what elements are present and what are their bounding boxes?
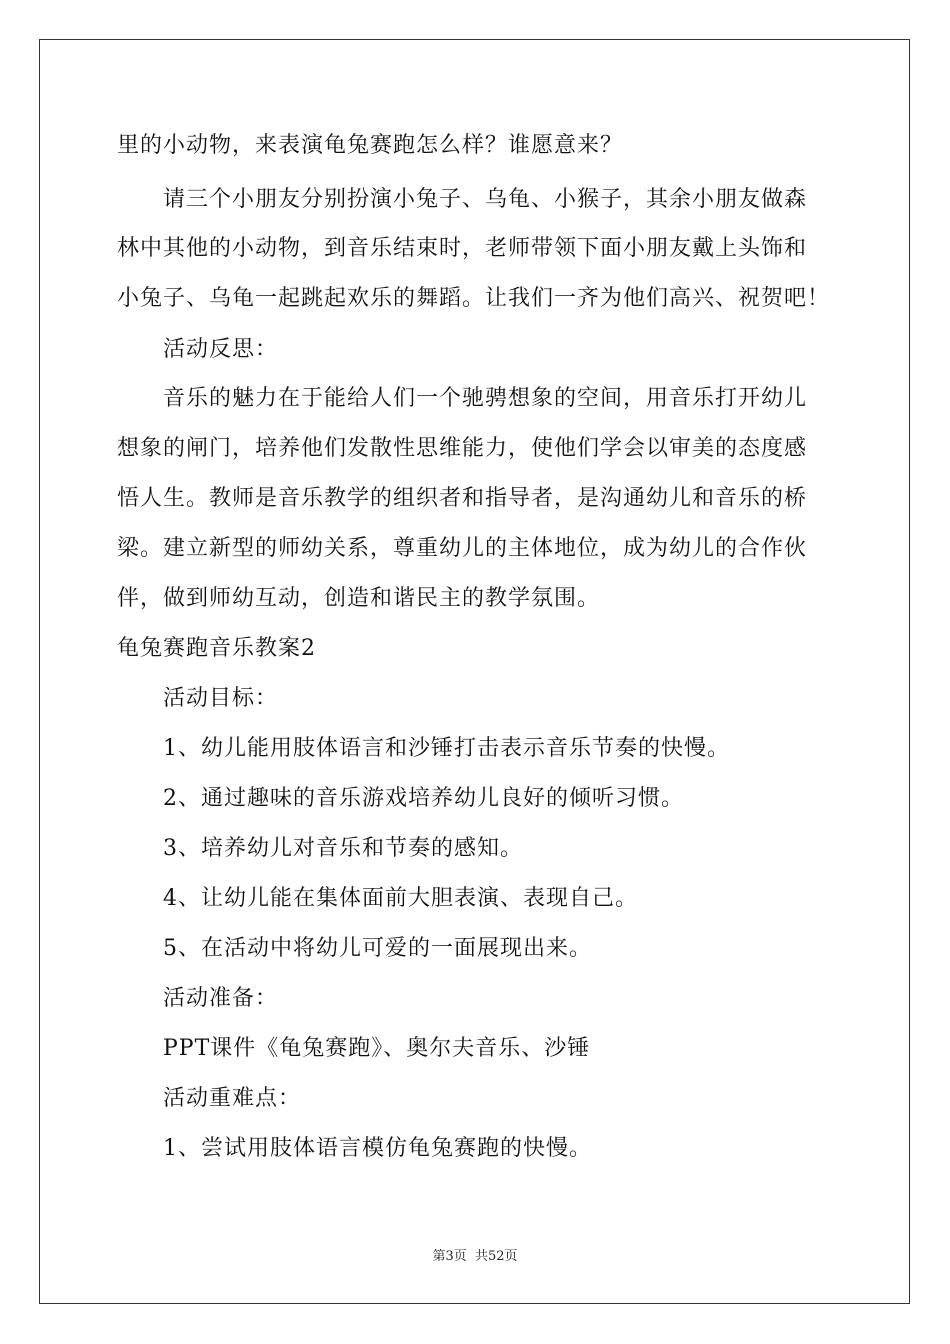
text-line: 梁。建立新型的师幼关系，尊重幼儿的主体地位，成为幼儿的合作伙	[117, 536, 808, 561]
list-item: 1、幼儿能用肢体语言和沙锤打击表示音乐节奏的快慢。	[163, 736, 730, 761]
list-item: 1、尝试用肢体语言模仿龟兔赛跑的快慢。	[163, 1136, 592, 1161]
list-item: 2、通过趣味的音乐游戏培养幼儿良好的倾听习惯。	[163, 786, 684, 811]
page-border	[39, 39, 910, 1304]
section-heading: 活动反思：	[163, 337, 279, 362]
text-line: 里的小动物，来表演龟兔赛跑怎么样？谁愿意来？	[117, 133, 624, 158]
list-item: 4、让幼儿能在集体面前大胆表演、表现自己。	[163, 886, 638, 911]
page-footer	[0, 1248, 950, 1266]
text-line: 林中其他的小动物，到音乐结束时，老师带领下面小朋友戴上头饰和	[117, 236, 808, 261]
section-heading: 活动准备：	[163, 986, 279, 1011]
page-number: 第3页	[432, 1249, 467, 1264]
section-heading: 活动目标：	[163, 686, 279, 711]
list-item: 3、培养幼儿对音乐和节奏的感知。	[163, 836, 523, 861]
text-line: 小兔子、乌龟一起跳起欢乐的舞蹈。让我们一齐为他们高兴、祝贺吧！	[117, 286, 831, 311]
text-line: 伴，做到师幼互动，创造和谐民主的教学氛围。	[117, 586, 601, 611]
document-title: 龟兔赛跑音乐教案2	[117, 636, 316, 661]
text-line: 悟人生。教师是音乐教学的组织者和指导者，是沟通幼儿和音乐的桥	[117, 486, 808, 511]
text-line: 想象的闸门，培养他们发散性思维能力，使他们学会以审美的态度感	[117, 436, 808, 461]
text-line: PPT课件《龟兔赛跑》、奥尔夫音乐、沙锤	[163, 1036, 591, 1061]
section-heading: 活动重难点：	[163, 1086, 302, 1111]
text-line: 音乐的魅力在于能给人们一个驰骋想象的空间，用音乐打开幼儿	[163, 386, 808, 411]
list-item: 5、在活动中将幼儿可爱的一面展现出来。	[163, 936, 592, 961]
text-line: 请三个小朋友分别扮演小兔子、乌龟、小猴子，其余小朋友做森	[163, 187, 808, 212]
page-total: 共52页	[474, 1249, 518, 1264]
